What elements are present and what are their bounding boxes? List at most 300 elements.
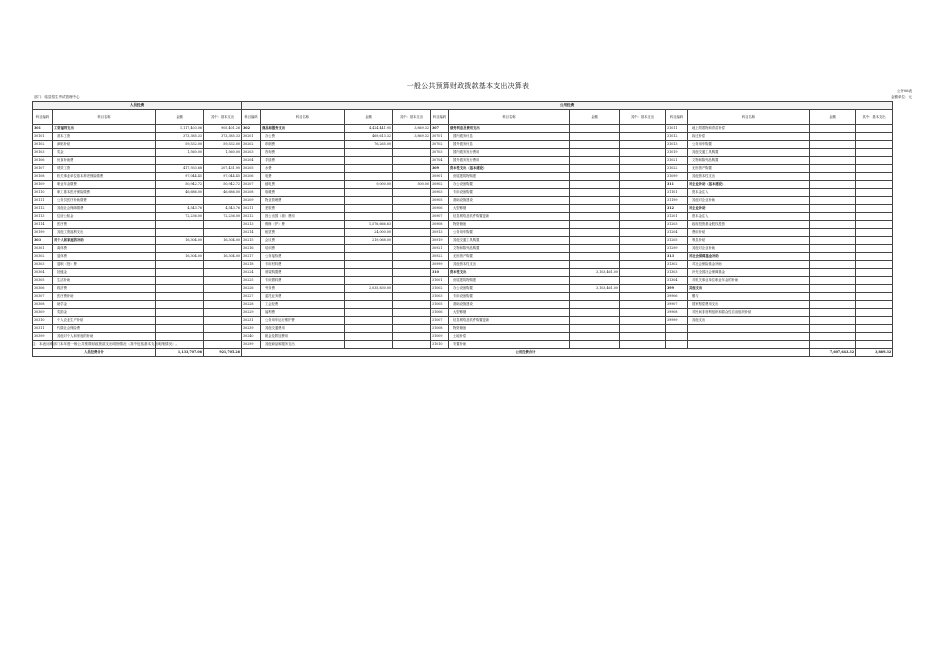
cell-amount — [156, 221, 204, 229]
cell-code: 30216 — [242, 245, 261, 253]
cell-name: 培训费 — [261, 245, 345, 253]
cell-code: 30702 — [431, 141, 449, 149]
cell-basic — [204, 245, 242, 253]
cell-amount — [810, 245, 856, 253]
cell-basic — [856, 245, 893, 253]
cell-name: 税金及附加费用 — [261, 333, 345, 341]
cell-name: 债务利息及费用支出 — [449, 125, 570, 133]
cell-name: 物业管理费 — [261, 197, 345, 205]
page-title: 一般公共预算财政拨款基本支出决算表 — [406, 82, 530, 90]
cell-code: 301 — [33, 125, 53, 133]
section-personnel: 人员经费 — [33, 102, 242, 110]
cell-amount — [345, 317, 393, 325]
cell-name: 劳务费 — [261, 285, 345, 293]
cell-code: 31299 — [666, 245, 688, 253]
cell-code: 31204 — [666, 229, 688, 237]
cell-code: 30908 — [431, 221, 449, 229]
cell-name — [688, 333, 810, 341]
cell-code: 312 — [666, 205, 688, 213]
cell-code: 31201 — [666, 213, 688, 221]
cell-code: 31303 — [666, 269, 688, 277]
cell-basic — [620, 213, 666, 221]
cell-code: 30308 — [33, 301, 53, 309]
cell-name: 职工基本医疗保险缴费 — [53, 189, 156, 197]
cell-basic — [856, 157, 893, 165]
cell-name: 费用补贴 — [688, 229, 810, 237]
cell-code: 309 — [431, 165, 449, 173]
table-row — [33, 317, 893, 325]
cell-name: 其他商品和服务支出 — [261, 341, 345, 349]
cell-code: 31001 — [431, 277, 449, 285]
cell-amount — [570, 213, 620, 221]
cell-amount — [570, 261, 620, 269]
cell-code: 30310 — [33, 317, 53, 325]
cell-code: 31012 — [666, 133, 688, 141]
cell-code: 30208 — [242, 189, 261, 197]
cell-amount — [570, 125, 620, 133]
cell-amount — [570, 189, 620, 197]
cell-basic — [204, 301, 242, 309]
cell-amount — [156, 301, 204, 309]
cell-amount — [156, 269, 204, 277]
cell-name: 国外债务发行费用 — [449, 157, 570, 165]
cell-code: 39906 — [666, 293, 688, 301]
cell-basic — [856, 325, 893, 333]
cell-basic — [620, 261, 666, 269]
cell-name: 公务接待费 — [261, 253, 345, 261]
cell-name: 抚恤金 — [53, 269, 156, 277]
cell-code: 30913 — [431, 229, 449, 237]
cell-name: 资本性支出 — [449, 269, 570, 277]
cell-name: 印刷费 — [261, 141, 345, 149]
cell-code: 30225 — [242, 277, 261, 285]
cell-amount — [810, 325, 856, 333]
public-total-label: 公用经费合计 — [242, 349, 810, 357]
cell-amount: 373,385.33 — [156, 133, 204, 141]
cell-amount — [156, 317, 204, 325]
cell-code: 31007 — [431, 317, 449, 325]
cell-name: 咨询费 — [261, 149, 345, 157]
cell-basic: 50,942.72 — [204, 181, 242, 189]
cell-basic: 373,385.33 — [204, 133, 242, 141]
cell-code: 307 — [431, 125, 449, 133]
cell-basic — [393, 245, 431, 253]
cell-amount: 219,068.00 — [345, 237, 393, 245]
cell-name: 其他交通工具购置 — [688, 149, 810, 157]
cell-code: 31002 — [431, 285, 449, 293]
cell-amount — [810, 157, 856, 165]
cell-name: 对社会保障基金补助 — [688, 253, 810, 261]
cell-amount — [810, 309, 856, 317]
department-label: 部门：临县招生考试管理中心 — [34, 95, 80, 99]
cell-amount: 1,560.00 — [156, 149, 204, 157]
cell-basic: 59,532.00 — [204, 141, 242, 149]
cell-amount — [156, 333, 204, 341]
cell-amount: 1,117,403.06 — [156, 125, 204, 133]
cell-code: 39907 — [666, 301, 688, 309]
cell-amount — [570, 293, 620, 301]
cell-amount — [810, 333, 856, 341]
cell-code: 30303 — [33, 261, 53, 269]
cell-name: 基础设施建设 — [449, 301, 570, 309]
cell-code: 30226 — [242, 285, 261, 293]
cell-amount — [345, 149, 393, 157]
table-row — [33, 141, 893, 149]
cell-amount — [345, 213, 393, 221]
cell-basic — [393, 173, 431, 181]
cell-basic — [204, 309, 242, 317]
cell-code: 30102 — [33, 141, 53, 149]
cell-basic — [393, 341, 431, 349]
cell-amount — [570, 325, 620, 333]
cell-basic — [393, 205, 431, 213]
cell-basic — [856, 261, 893, 269]
cell-basic — [204, 317, 242, 325]
cell-name: 助学金 — [53, 301, 156, 309]
cell-name: 对个人和家庭的补助 — [53, 237, 156, 245]
cell-code: 30101 — [33, 133, 53, 141]
column-header-name: 科目名称 — [449, 110, 570, 125]
cell-code: 30306 — [33, 285, 53, 293]
cell-amount — [810, 237, 856, 245]
totals-row — [33, 349, 893, 357]
cell-amount: 4,424,441.95 — [345, 125, 393, 133]
cell-basic — [620, 125, 666, 133]
cell-name: 差旅费 — [261, 205, 345, 213]
cell-code: 30107 — [33, 165, 53, 173]
cell-name: 水费 — [261, 165, 345, 173]
cell-basic — [856, 293, 893, 301]
cell-basic — [393, 141, 431, 149]
cell-name: 无形资产购置 — [449, 253, 570, 261]
cell-code: 30202 — [242, 141, 261, 149]
cell-code: 30204 — [242, 157, 261, 165]
cell-amount — [570, 309, 620, 317]
column-header-code: 科目编码 — [666, 110, 688, 125]
column-header-row — [33, 110, 893, 125]
cell-code: 30218 — [242, 261, 261, 269]
cell-basic — [620, 341, 666, 349]
cell-amount: 59,532.00 — [156, 141, 204, 149]
cell-basic — [620, 293, 666, 301]
cell-code: 31005 — [431, 301, 449, 309]
cell-code: 399 — [666, 285, 688, 293]
cell-amount — [810, 165, 856, 173]
cell-amount — [810, 173, 856, 181]
cell-code: 30110 — [33, 189, 53, 197]
cell-code: 30921 — [431, 245, 449, 253]
table-row — [33, 213, 893, 221]
cell-amount: 469,613.32 — [345, 133, 393, 141]
cell-amount — [810, 189, 856, 197]
cell-basic — [620, 285, 666, 293]
cell-name: 安置补助 — [449, 341, 570, 349]
column-header-name: 科目名称 — [261, 110, 345, 125]
cell-amount — [810, 149, 856, 157]
table-row — [33, 181, 893, 189]
cell-basic — [393, 237, 431, 245]
cell-name: 退休费 — [53, 253, 156, 261]
cell-basic — [393, 149, 431, 157]
cell-code: 31304 — [666, 277, 688, 285]
cell-basic: 97,044.45 — [204, 173, 242, 181]
cell-amount — [345, 333, 393, 341]
cell-name: 维修（护）费 — [261, 221, 345, 229]
cell-code: 30903 — [431, 189, 449, 197]
cell-code: 30217 — [242, 253, 261, 261]
cell-code: 30311 — [33, 325, 53, 333]
cell-amount — [570, 317, 620, 325]
table-row — [33, 253, 893, 261]
cell-name: 办公费 — [261, 133, 345, 141]
cell-basic — [393, 229, 431, 237]
cell-name: 大型修缮 — [449, 309, 570, 317]
cell-name: 对机关事业单位职业年金的补助 — [688, 277, 810, 285]
cell-amount — [810, 125, 856, 133]
cell-basic — [204, 269, 242, 277]
cell-name: 绩效工资 — [53, 165, 156, 173]
cell-name: 拆迁补偿 — [688, 133, 810, 141]
column-header-basic: 其中：基本支出 — [393, 110, 431, 125]
cell-amount — [570, 165, 620, 173]
cell-basic: 72,236.00 — [204, 213, 242, 221]
cell-name: 基本工资 — [53, 133, 156, 141]
cell-amount — [570, 157, 620, 165]
cell-name: 专用燃料费 — [261, 277, 345, 285]
cell-amount: 417,933.68 — [156, 165, 204, 173]
cell-basic — [393, 317, 431, 325]
cell-basic — [856, 189, 893, 197]
cell-basic — [393, 261, 431, 269]
cell-code: 30111 — [33, 197, 53, 205]
cell-amount — [570, 245, 620, 253]
cell-amount — [810, 261, 856, 269]
cell-basic — [856, 229, 893, 237]
cell-basic — [856, 197, 893, 205]
cell-name: 奖励金 — [53, 309, 156, 317]
cell-code: 30907 — [431, 213, 449, 221]
table-row — [33, 301, 893, 309]
cell-basic — [620, 237, 666, 245]
cell-basic — [620, 221, 666, 229]
cell-name: 工会经费 — [261, 301, 345, 309]
cell-name: 对企业补助（基本建设） — [688, 181, 810, 189]
cell-code: 31199 — [666, 197, 688, 205]
cell-amount — [345, 165, 393, 173]
cell-code — [666, 341, 688, 349]
table-row — [33, 221, 893, 229]
personnel-total-label: 人员经费合计 — [33, 349, 156, 357]
cell-name: 无形资产购置 — [688, 165, 810, 173]
cell-code: 30231 — [242, 317, 261, 325]
cell-amount — [345, 341, 393, 349]
cell-name: 信息网络及软件购置更新 — [449, 317, 570, 325]
column-header-name: 科目名称 — [53, 110, 156, 125]
column-header-amount: 金额 — [156, 110, 204, 125]
cell-basic — [620, 181, 666, 189]
cell-amount: 2,035,830.00 — [345, 285, 393, 293]
cell-amount — [810, 277, 856, 285]
cell-amount — [810, 213, 856, 221]
cell-basic — [620, 269, 666, 277]
table-row — [33, 237, 893, 245]
table-row — [33, 285, 893, 293]
cell-code: 30305 — [33, 277, 53, 285]
cell-basic — [393, 333, 431, 341]
cell-name: 奖金 — [53, 149, 156, 157]
cell-code: 30701 — [431, 133, 449, 141]
cell-name: 会议费 — [261, 237, 345, 245]
cell-basic: 46,686.00 — [204, 189, 242, 197]
cell-amount — [345, 277, 393, 285]
cell-amount — [570, 133, 620, 141]
cell-name: 政府投资基金股权投资 — [688, 221, 810, 229]
cell-amount — [810, 205, 856, 213]
cell-basic — [620, 333, 666, 341]
cell-name: 地上附着物和青苗补偿 — [688, 125, 810, 133]
cell-amount — [345, 293, 393, 301]
cell-name: 代缴社会保险费 — [53, 325, 156, 333]
cell-basic — [856, 165, 893, 173]
cell-code: 311 — [666, 181, 688, 189]
cell-code: 30229 — [242, 309, 261, 317]
cell-amount — [810, 141, 856, 149]
table-row — [33, 165, 893, 173]
cell-amount — [810, 221, 856, 229]
cell-code: 39999 — [666, 317, 688, 325]
cell-name: 机关事业单位基本养老保险缴费 — [53, 173, 156, 181]
cell-basic — [204, 333, 242, 341]
table-row — [33, 269, 893, 277]
cell-basic — [393, 213, 431, 221]
cell-name: 资本金注入 — [688, 213, 810, 221]
cell-amount — [345, 253, 393, 261]
cell-name: 对社会保险基金补助 — [688, 261, 810, 269]
cell-basic — [620, 157, 666, 165]
table-row — [33, 133, 893, 141]
cell-amount: 16,304.00 — [156, 237, 204, 245]
cell-amount — [156, 277, 204, 285]
cell-code: 30304 — [33, 269, 53, 277]
cell-name: 其他社会保障缴费 — [53, 205, 156, 213]
cell-basic — [620, 149, 666, 157]
cell-name: 国外债务付息 — [449, 141, 570, 149]
cell-code: 30902 — [431, 181, 449, 189]
cell-basic — [620, 317, 666, 325]
table-row — [33, 197, 893, 205]
column-header-basic: 其中：基本支出 — [856, 110, 893, 125]
cell-name: 离休费 — [53, 245, 156, 253]
table-row — [33, 333, 893, 341]
cell-name: 住房公积金 — [53, 213, 156, 221]
cell-name: 退职（役）费 — [53, 261, 156, 269]
cell-code — [666, 325, 688, 333]
unit-label: 金额单位：元 — [891, 95, 912, 99]
cell-basic — [620, 253, 666, 261]
cell-amount — [570, 333, 620, 341]
cell-name: 土地补偿 — [449, 333, 570, 341]
cell-amount: 16,304.00 — [156, 253, 204, 261]
cell-name: 其他支出 — [688, 285, 810, 293]
cell-basic — [204, 157, 242, 165]
cell-name: 被装购置费 — [261, 269, 345, 277]
cell-name: 手续费 — [261, 157, 345, 165]
cell-name: 租赁费 — [261, 229, 345, 237]
cell-amount — [156, 197, 204, 205]
cell-code: 30212 — [242, 213, 261, 221]
cell-name: 国内债务付息 — [449, 133, 570, 141]
cell-code: 30207 — [242, 181, 261, 189]
cell-code: 30224 — [242, 269, 261, 277]
cell-name: 房屋建筑物购建 — [449, 277, 570, 285]
table-row — [33, 293, 893, 301]
cell-amount — [156, 325, 204, 333]
cell-basic: 16,304.00 — [204, 237, 242, 245]
cell-amount — [156, 309, 204, 317]
cell-basic: 207,431.90 — [204, 165, 242, 173]
cell-code: 30905 — [431, 197, 449, 205]
cell-amount — [570, 221, 620, 229]
cell-code: 31008 — [431, 325, 449, 333]
cell-amount — [570, 237, 620, 245]
cell-code: 30399 — [33, 333, 53, 341]
cell-basic — [393, 157, 431, 165]
cell-name: 公务用车运行维护费 — [261, 317, 345, 325]
cell-basic — [393, 277, 431, 285]
cell-amount: 24,000.00 — [345, 229, 393, 237]
cell-basic — [393, 309, 431, 317]
cell-code: 30999 — [431, 261, 449, 269]
cell-basic — [856, 181, 893, 189]
cell-name: 文物和陈列品购置 — [688, 157, 810, 165]
column-header-name: 科目名称 — [688, 110, 810, 125]
cell-basic: 3,869.32 — [393, 133, 431, 141]
cell-code: 31009 — [431, 333, 449, 341]
cell-basic — [393, 325, 431, 333]
cell-amount: 3,103,461.00 — [570, 269, 620, 277]
cell-amount — [810, 293, 856, 301]
cell-amount — [345, 309, 393, 317]
cell-amount — [810, 285, 856, 293]
cell-amount: 76,265.00 — [345, 141, 393, 149]
cell-amount — [345, 173, 393, 181]
cell-amount — [156, 245, 204, 253]
cell-name: 其他对企业补助 — [688, 197, 810, 205]
cell-basic — [393, 197, 431, 205]
cell-amount: 46,686.00 — [156, 189, 204, 197]
table-row — [33, 205, 893, 213]
cell-name: 救济费 — [53, 285, 156, 293]
cell-basic — [856, 269, 893, 277]
cell-basic — [204, 293, 242, 301]
cell-name: 国家赔偿费用支出 — [688, 301, 810, 309]
cell-code: 31302 — [666, 261, 688, 269]
cell-basic — [856, 285, 893, 293]
table-row — [33, 157, 893, 165]
cell-code: 30239 — [242, 325, 261, 333]
cell-name: 津贴补贴 — [53, 141, 156, 149]
cell-basic — [620, 173, 666, 181]
cell-basic — [856, 277, 893, 285]
table-row — [33, 245, 893, 253]
cell-code: 30227 — [242, 293, 261, 301]
cell-name — [688, 325, 810, 333]
cell-basic — [620, 301, 666, 309]
cell-name: 专用设备购置 — [449, 189, 570, 197]
cell-name: 电费 — [261, 173, 345, 181]
cell-amount — [810, 253, 856, 261]
column-header-code: 科目编码 — [33, 110, 53, 125]
